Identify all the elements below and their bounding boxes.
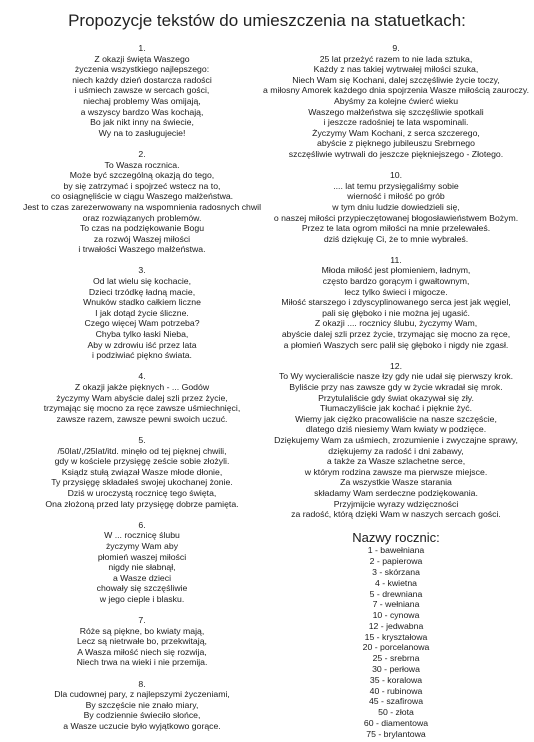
poem-line: lecz tylko świeci i migocze. xyxy=(344,286,448,297)
poem-line: w którym rodzina zawsze ma pierwsze miejsce. xyxy=(304,466,488,477)
poem-line: i uśmiech zawsze w sercach gości, xyxy=(74,85,210,96)
anniversary-name-item: 7 - wełniana xyxy=(372,599,420,610)
page-title: Propozycje tekstów do umieszczenia na statuetkach: xyxy=(68,11,466,30)
poem-line: Wnuków stadko całkiem liczne xyxy=(83,297,201,308)
poem-line: Miłość starszego i zdyscyplinowanego serca jest jak węgiel, xyxy=(281,297,511,308)
poem-number: 3. xyxy=(138,265,146,276)
poem-number: 9. xyxy=(392,43,400,53)
anniversary-name-item: 35 - koralowa xyxy=(369,674,423,685)
poem-line: Niech Wam się Kochani, dalej szczęśliwie życie toczy, xyxy=(292,74,500,85)
anniversary-names-list xyxy=(262,530,530,739)
poem-line: życzenia wszystkiego najlepszego: xyxy=(74,64,210,75)
poem-line: w jego cieple i blasku. xyxy=(99,593,185,604)
poem-line: Dziękujemy Wam za uśmiech, zrozumienie i zwyczajne sprawy, xyxy=(274,434,518,445)
poem-line: Jest to czas zarezerwowany na wspomnienia radosnych chwil xyxy=(22,201,262,212)
poem xyxy=(262,170,530,244)
anniversary-name-item: 5 - drewniana xyxy=(369,588,423,599)
poem-line: 25 lat przeżyć razem to nie lada sztuka, xyxy=(319,53,473,64)
anniversary-name-item: 4 - kwietna xyxy=(374,577,417,588)
poem xyxy=(6,520,278,605)
poem-number: 8. xyxy=(138,678,146,689)
anniversary-names-title: Nazwy rocznic: xyxy=(352,530,440,546)
poem-line: To czas na podziękowanie Bogu xyxy=(79,223,205,234)
poem-line: gdy w kościele przysięgę zeście sobie złożyli. xyxy=(54,456,230,467)
poem-number: 10. xyxy=(389,170,403,181)
anniversary-name-item: 45 - szafirowa xyxy=(368,696,424,707)
poem-number: 6. xyxy=(138,519,146,530)
poem-line: Dzieci trzódkę ładną macie, xyxy=(88,286,196,297)
poem-line: By codziennie świeciło słońce, xyxy=(83,710,201,721)
poem-line: /50lat/,/25lat/itd. minęło od tej pięknej chwili, xyxy=(57,445,227,456)
poem-number: 2. xyxy=(138,148,146,159)
anniversary-name-item: 1 - bawełniana xyxy=(367,545,425,556)
poem-line: a Wasze dzieci xyxy=(112,572,172,583)
poem xyxy=(6,265,278,360)
poem xyxy=(262,43,530,160)
poem-line: nigdy nie słabnął, xyxy=(108,562,176,573)
poem-line: .... lat temu przysięgaliśmy sobie xyxy=(333,180,459,191)
poem-line: za rozwój Waszej miłości xyxy=(93,233,191,244)
poem-line: Chyba tylko łaski Nieba, xyxy=(95,329,189,340)
poem-line: Aby w zdrowiu iść przez lata xyxy=(87,339,197,350)
anniversary-name-item: 20 - porcelanowa xyxy=(362,642,430,653)
poem-line: To Wy wycieraliście nasze łzy gdy nie udał się pierwszy krok. xyxy=(278,371,514,382)
poem-line: Bo jak nikt inny na świecie, xyxy=(90,117,194,128)
poem xyxy=(6,679,278,732)
poem-line: Może być szczególną okazją do tego, xyxy=(69,170,215,181)
poem-line: wierność i miłość po grób xyxy=(347,191,445,202)
poem-line: Przytulaliście gdy świat okazywał się zły. xyxy=(318,392,474,403)
poem xyxy=(6,435,278,509)
anniversary-name-item: 30 - perłowa xyxy=(372,664,420,675)
poem-line: za radość, którą dzięki Wam w naszych sercach gości. xyxy=(291,509,501,520)
poem-line: pali się głęboko i nie można jej ugasić. xyxy=(322,307,470,318)
anniversary-name-item: 3 - skórzana xyxy=(372,566,420,577)
poem-number: 12. xyxy=(389,360,403,371)
anniversary-name-item: 75 - brylantowa xyxy=(366,728,426,739)
poem xyxy=(262,255,530,350)
anniversary-name-item: 12 - jedwabna xyxy=(368,620,424,631)
poem-number: 11. xyxy=(390,254,402,265)
poem-line: chowały się szczęśliwie xyxy=(96,583,188,594)
poem-line: niech każdy dzień dostarcza radości xyxy=(72,74,212,85)
poem-line: zawsze razem, zawsze pewni swoich uczuć. xyxy=(56,413,228,424)
poem-number: 7. xyxy=(138,615,146,626)
poem-line: a także za Wasze szlachetne serce, xyxy=(326,456,466,467)
poem-line: w tym dniu ludzie dowiedzieli się, xyxy=(332,201,460,212)
poem-line: Róże są piękne, bo kwiaty mają, xyxy=(79,625,205,636)
right-column xyxy=(262,43,530,740)
anniversary-name-item: 15 - kryształowa xyxy=(364,631,428,642)
poem-line: Z okazji jakże pięknych - ... Godów xyxy=(74,382,210,392)
left-column xyxy=(6,43,278,742)
poem-line: składamy Wam serdeczne podziękowania. xyxy=(314,487,478,498)
anniversary-name-item: 10 - cynowa xyxy=(372,610,420,621)
poem-line: Z okazji .... rocznicy ślubu, życzymy Wam, xyxy=(314,318,478,329)
poem-line: płomień waszej miłości xyxy=(97,551,187,562)
poem-line: Lecz są nietrwałe bo, przekwitają, xyxy=(77,636,207,647)
poem-line: i podziwiać piękno świata. xyxy=(92,350,192,361)
poem-line: Wiemy jak ciężko pracowaliście na nasze szczęście, xyxy=(295,413,497,424)
poem-line: a miłosny Amorek każdego dnia spojrzenia Wasze miłością zauroczy. xyxy=(262,85,530,96)
poem-line: i jeszcze radośniej te lata wspominali. xyxy=(323,117,469,128)
poem-line: Waszego małżeństwa się szczęśliwie spotkali xyxy=(308,106,484,117)
poem-line: co osiągnęliście w ciągu Waszego małżeństwa. xyxy=(50,191,234,202)
poem-line: Od lat wielu się kochacie, xyxy=(92,276,192,287)
poem-number: 4. xyxy=(138,371,146,382)
poem-line: Przyjmijcie wyrazy wdzięczności xyxy=(333,498,459,509)
poem-line: A Wasza miłość niech się rozwija, xyxy=(77,646,207,657)
poem-number: 5. xyxy=(138,434,146,445)
poem-line: Ksiądz stułą związał Wasze młode dłonie, xyxy=(61,466,223,477)
poem-line: by się zatrzymać i spojrzeć wstecz na to, xyxy=(63,180,221,191)
poem-line: dziękujemy za radość i dni zabawy, xyxy=(328,445,464,456)
poem-line: abyście z pięknego jubileuszu Srebrnego xyxy=(317,138,475,149)
poem-line: i trwałości Waszego małżeństwa. xyxy=(78,244,206,255)
poem-line: Ona złożoną przed laty przysięgę dobrze pamięta. xyxy=(45,498,239,509)
poem-line: Życzymy Wam Kochani, z serca szczerego, xyxy=(312,127,480,138)
anniversary-name-item: 40 - rubinowa xyxy=(369,685,423,696)
poem xyxy=(262,361,530,520)
poem-line: By szczęście nie znało miary, xyxy=(85,699,199,710)
poem-line: Wy na to zasługujecie! xyxy=(98,127,186,138)
anniversary-name-item: 60 - diamentowa xyxy=(363,718,429,729)
poem xyxy=(6,371,278,424)
poem-line: oraz rozwiązanych problemów. xyxy=(82,212,202,223)
poem-line: życzymy Wam abyście dalej szli przez życie, xyxy=(56,392,228,403)
poem-line: Przez te lata ogrom miłości na mnie przelewałeś. xyxy=(301,223,491,234)
poem-line: I jak dotąd życie śliczne. xyxy=(95,307,189,318)
poem-line: abyście dalej szli przez życie, trzymając się mocno za ręce, xyxy=(281,329,511,340)
poem-line: o naszej miłości przypieczętowanej błogosławieństwem Bożym. xyxy=(273,212,519,223)
poem xyxy=(6,149,278,255)
poem xyxy=(6,43,278,138)
poem-line: Dziś w uroczystą rocznicę tego święta, xyxy=(67,487,217,498)
anniversary-name-item: 2 - papierowa xyxy=(369,556,423,567)
poem-line: trzymając się mocno za ręce zawsze uśmiechnięci, xyxy=(43,403,241,414)
poem-line: Za wszystkie Wasze starania xyxy=(340,477,452,488)
poem-line: Młoda miłość jest płomieniem, ładnym, xyxy=(321,265,471,276)
poem-line: To Wasza rocznica. xyxy=(104,159,180,170)
poem-line: a wszyscy bardzo Was kochają, xyxy=(80,106,204,117)
poem-line: Z okazji święta Waszego xyxy=(94,53,190,64)
poem-line: dlatego dziś niesiemy Wam kwiaty w podzięce. xyxy=(305,424,487,435)
poem-line: Abyśmy za kolejne ćwierć wieku xyxy=(333,95,459,106)
anniversary-name-item: 50 - złota xyxy=(378,707,414,718)
poem-line: Czego więcej Wam potrzeba? xyxy=(84,318,200,329)
poem-line: Ty przysięgę składałeś swojej ukochanej żonie. xyxy=(51,477,233,488)
poem-line: Niech trwa na wieki i nie przemija. xyxy=(76,657,208,668)
poem-line: niechaj problemy Was omijają, xyxy=(83,95,201,106)
poem-line: często bardzo gorącym i gwałtownym, xyxy=(322,276,470,287)
poem-line: a płomień Waszych serc palił się głęboko i nigdy nie zgasł. xyxy=(283,339,509,350)
poem-line: Każdy z nas takiej wytrwałej miłości szuka, xyxy=(313,64,479,75)
poem xyxy=(6,615,278,668)
poem-line: Dla cudownej pary, z najlepszymi życzeniami, xyxy=(54,689,230,700)
poem-number: 1. xyxy=(138,43,146,53)
anniversary-name-item: 25 - srebrna xyxy=(372,653,420,664)
poem-line: Byliście przy nas zawsze gdy w życie wkradał się mrok. xyxy=(289,382,503,392)
poem-line: W ... rocznicę ślubu xyxy=(104,530,180,541)
poem-line: a Wasze uczucie było wyjątkowo gorące. xyxy=(63,721,221,731)
poem-line: dziś dziękuję Ci, że to mnie wybrałeś. xyxy=(323,233,469,244)
poem-line: Tłumaczyliście jak kochać i pięknie żyć. xyxy=(319,403,473,414)
poem-line: życzymy Wam aby xyxy=(105,540,179,551)
poem-line: szczęśliwie wytrwali do jeszcze piękniejszego - Złotego. xyxy=(288,148,504,159)
